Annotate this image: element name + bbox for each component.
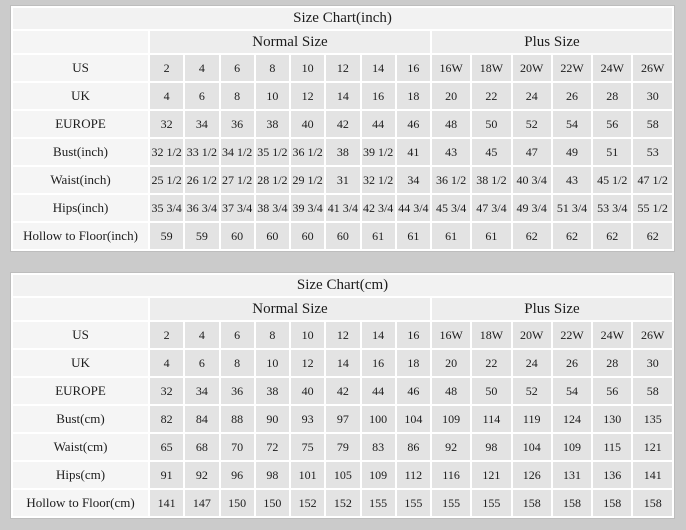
data-cell: 119 <box>512 405 552 433</box>
data-cell: 96 <box>220 461 255 489</box>
data-cell: 49 <box>552 138 592 166</box>
data-cell: 44 3/4 <box>396 194 431 222</box>
data-cell: 8 <box>220 82 255 110</box>
data-cell: 155 <box>396 489 431 517</box>
data-cell: 10 <box>290 54 325 82</box>
data-cell: 4 <box>184 321 219 349</box>
data-cell: 98 <box>471 433 511 461</box>
data-cell: 50 <box>471 377 511 405</box>
data-cell: 124 <box>552 405 592 433</box>
data-cell: 62 <box>552 222 592 250</box>
data-cell: 25 1/2 <box>149 166 184 194</box>
data-cell: 8 <box>220 349 255 377</box>
data-cell: 35 1/2 <box>255 138 290 166</box>
data-cell: 45 3/4 <box>431 194 471 222</box>
data-cell: 26W <box>632 54 673 82</box>
data-cell: 83 <box>361 433 396 461</box>
data-cell: 152 <box>325 489 360 517</box>
data-cell: 16 <box>396 54 431 82</box>
data-cell: 20 <box>431 349 471 377</box>
data-cell: 40 <box>290 110 325 138</box>
data-cell: 20W <box>512 54 552 82</box>
data-cell: 32 <box>149 110 184 138</box>
data-cell: 79 <box>325 433 360 461</box>
data-cell: 155 <box>361 489 396 517</box>
data-cell: 34 <box>396 166 431 194</box>
data-cell: 136 <box>592 461 632 489</box>
data-cell: 61 <box>361 222 396 250</box>
data-cell: 30 <box>632 82 673 110</box>
table-row <box>12 321 673 349</box>
table-row <box>12 222 673 250</box>
data-cell: 10 <box>290 321 325 349</box>
data-cell: 62 <box>512 222 552 250</box>
data-cell: 82 <box>149 405 184 433</box>
data-cell: 46 <box>396 110 431 138</box>
data-cell: 126 <box>512 461 552 489</box>
data-cell: 6 <box>220 321 255 349</box>
row-label: EUROPE <box>12 110 149 138</box>
data-cell: 44 <box>361 110 396 138</box>
data-cell: 152 <box>290 489 325 517</box>
title-row <box>12 7 673 30</box>
data-cell: 60 <box>255 222 290 250</box>
data-cell: 32 <box>149 377 184 405</box>
data-cell: 36 <box>220 110 255 138</box>
data-cell: 4 <box>184 54 219 82</box>
group-header-row <box>12 30 673 54</box>
data-cell: 60 <box>325 222 360 250</box>
data-cell: 68 <box>184 433 219 461</box>
data-cell: 112 <box>396 461 431 489</box>
data-cell: 141 <box>632 461 673 489</box>
data-cell: 34 <box>184 377 219 405</box>
data-cell: 97 <box>325 405 360 433</box>
data-cell: 38 1/2 <box>471 166 511 194</box>
data-cell: 75 <box>290 433 325 461</box>
table-row <box>12 377 673 405</box>
data-cell: 32 1/2 <box>149 138 184 166</box>
data-cell: 2 <box>149 54 184 82</box>
data-cell: 92 <box>184 461 219 489</box>
data-cell: 48 <box>431 377 471 405</box>
data-cell: 48 <box>431 110 471 138</box>
row-label: Hollow to Floor(inch) <box>12 222 149 250</box>
data-cell: 49 3/4 <box>512 194 552 222</box>
data-cell: 109 <box>361 461 396 489</box>
data-cell: 26W <box>632 321 673 349</box>
data-cell: 54 <box>552 377 592 405</box>
data-cell: 18 <box>396 82 431 110</box>
group-header-row <box>12 297 673 321</box>
data-cell: 109 <box>552 433 592 461</box>
data-cell: 22W <box>552 321 592 349</box>
data-cell: 104 <box>512 433 552 461</box>
row-label: US <box>12 54 149 82</box>
row-label: Bust(cm) <box>12 405 149 433</box>
table-row <box>12 489 673 517</box>
data-cell: 84 <box>184 405 219 433</box>
data-cell: 8 <box>255 321 290 349</box>
size-chart-inch-card <box>10 5 675 252</box>
data-cell: 2 <box>149 321 184 349</box>
data-cell: 86 <box>396 433 431 461</box>
data-cell: 39 1/2 <box>361 138 396 166</box>
row-label: Bust(inch) <box>12 138 149 166</box>
corner-cell <box>12 297 149 321</box>
data-cell: 62 <box>592 222 632 250</box>
data-cell: 60 <box>220 222 255 250</box>
data-cell: 55 1/2 <box>632 194 673 222</box>
data-cell: 38 3/4 <box>255 194 290 222</box>
corner-cell <box>12 30 149 54</box>
table-row <box>12 405 673 433</box>
data-cell: 158 <box>512 489 552 517</box>
data-cell: 150 <box>220 489 255 517</box>
data-cell: 61 <box>471 222 511 250</box>
data-cell: 92 <box>431 433 471 461</box>
data-cell: 115 <box>592 433 632 461</box>
data-cell: 10 <box>255 349 290 377</box>
data-cell: 62 <box>632 222 673 250</box>
data-cell: 56 <box>592 110 632 138</box>
data-cell: 90 <box>255 405 290 433</box>
data-cell: 29 1/2 <box>290 166 325 194</box>
table-title: Size Chart(cm) <box>12 274 673 297</box>
data-cell: 101 <box>290 461 325 489</box>
data-cell: 158 <box>592 489 632 517</box>
data-cell: 6 <box>184 82 219 110</box>
data-cell: 26 <box>552 349 592 377</box>
data-cell: 28 1/2 <box>255 166 290 194</box>
row-label: Hips(cm) <box>12 461 149 489</box>
table-row <box>12 82 673 110</box>
data-cell: 47 <box>512 138 552 166</box>
data-cell: 45 1/2 <box>592 166 632 194</box>
data-cell: 52 <box>512 110 552 138</box>
data-cell: 88 <box>220 405 255 433</box>
data-cell: 60 <box>290 222 325 250</box>
table-row <box>12 138 673 166</box>
data-cell: 58 <box>632 110 673 138</box>
data-cell: 40 3/4 <box>512 166 552 194</box>
data-cell: 150 <box>255 489 290 517</box>
data-cell: 28 <box>592 82 632 110</box>
data-cell: 24W <box>592 321 632 349</box>
data-cell: 36 1/2 <box>431 166 471 194</box>
data-cell: 43 <box>431 138 471 166</box>
data-cell: 53 <box>632 138 673 166</box>
row-label: Waist(inch) <box>12 166 149 194</box>
data-cell: 41 <box>396 138 431 166</box>
data-cell: 43 <box>552 166 592 194</box>
data-cell: 16W <box>431 321 471 349</box>
title-row <box>12 274 673 297</box>
data-cell: 155 <box>431 489 471 517</box>
data-cell: 47 3/4 <box>471 194 511 222</box>
data-cell: 4 <box>149 82 184 110</box>
table-row <box>12 349 673 377</box>
data-cell: 100 <box>361 405 396 433</box>
data-cell: 158 <box>552 489 592 517</box>
data-cell: 10 <box>255 82 290 110</box>
data-cell: 12 <box>325 321 360 349</box>
data-cell: 14 <box>361 321 396 349</box>
data-cell: 33 1/2 <box>184 138 219 166</box>
size-chart-inch-table <box>11 6 674 251</box>
row-label: Waist(cm) <box>12 433 149 461</box>
data-cell: 135 <box>632 405 673 433</box>
data-cell: 14 <box>361 54 396 82</box>
data-cell: 16 <box>396 321 431 349</box>
table-row <box>12 461 673 489</box>
data-cell: 61 <box>396 222 431 250</box>
data-cell: 18 <box>396 349 431 377</box>
size-chart-cm-card <box>10 272 675 519</box>
data-cell: 36 1/2 <box>290 138 325 166</box>
data-cell: 14 <box>325 349 360 377</box>
data-cell: 24W <box>592 54 632 82</box>
data-cell: 18W <box>471 54 511 82</box>
data-cell: 22W <box>552 54 592 82</box>
group-header-normal: Normal Size <box>149 297 431 321</box>
data-cell: 8 <box>255 54 290 82</box>
data-cell: 16 <box>361 349 396 377</box>
data-cell: 114 <box>471 405 511 433</box>
data-cell: 58 <box>632 377 673 405</box>
data-cell: 104 <box>396 405 431 433</box>
data-cell: 36 <box>220 377 255 405</box>
data-cell: 147 <box>184 489 219 517</box>
data-cell: 6 <box>220 54 255 82</box>
data-cell: 26 1/2 <box>184 166 219 194</box>
row-label: UK <box>12 82 149 110</box>
group-header-plus: Plus Size <box>431 30 673 54</box>
row-label: UK <box>12 349 149 377</box>
group-header-normal: Normal Size <box>149 30 431 54</box>
data-cell: 18W <box>471 321 511 349</box>
data-cell: 72 <box>255 433 290 461</box>
data-cell: 36 3/4 <box>184 194 219 222</box>
data-cell: 34 <box>184 110 219 138</box>
data-cell: 141 <box>149 489 184 517</box>
data-cell: 70 <box>220 433 255 461</box>
data-cell: 12 <box>290 82 325 110</box>
table-row <box>12 166 673 194</box>
size-chart-cm-table <box>11 273 674 518</box>
data-cell: 158 <box>632 489 673 517</box>
data-cell: 16 <box>361 82 396 110</box>
data-cell: 24 <box>512 349 552 377</box>
data-cell: 16W <box>431 54 471 82</box>
row-label: US <box>12 321 149 349</box>
data-cell: 51 3/4 <box>552 194 592 222</box>
data-cell: 35 3/4 <box>149 194 184 222</box>
data-cell: 37 3/4 <box>220 194 255 222</box>
row-label: Hips(inch) <box>12 194 149 222</box>
data-cell: 41 3/4 <box>325 194 360 222</box>
data-cell: 51 <box>592 138 632 166</box>
data-cell: 6 <box>184 349 219 377</box>
data-cell: 52 <box>512 377 552 405</box>
data-cell: 131 <box>552 461 592 489</box>
data-cell: 98 <box>255 461 290 489</box>
data-cell: 155 <box>471 489 511 517</box>
data-cell: 14 <box>325 82 360 110</box>
data-cell: 54 <box>552 110 592 138</box>
data-cell: 130 <box>592 405 632 433</box>
data-cell: 53 3/4 <box>592 194 632 222</box>
data-cell: 39 3/4 <box>290 194 325 222</box>
data-cell: 42 <box>325 110 360 138</box>
data-cell: 121 <box>632 433 673 461</box>
table-row <box>12 194 673 222</box>
table-row <box>12 54 673 82</box>
data-cell: 38 <box>325 138 360 166</box>
data-cell: 109 <box>431 405 471 433</box>
data-cell: 34 1/2 <box>220 138 255 166</box>
data-cell: 22 <box>471 82 511 110</box>
data-cell: 121 <box>471 461 511 489</box>
data-cell: 38 <box>255 110 290 138</box>
row-label: EUROPE <box>12 377 149 405</box>
data-cell: 45 <box>471 138 511 166</box>
data-cell: 24 <box>512 82 552 110</box>
data-cell: 38 <box>255 377 290 405</box>
data-cell: 91 <box>149 461 184 489</box>
data-cell: 47 1/2 <box>632 166 673 194</box>
data-cell: 116 <box>431 461 471 489</box>
table-row <box>12 110 673 138</box>
data-cell: 12 <box>325 54 360 82</box>
data-cell: 31 <box>325 166 360 194</box>
data-cell: 59 <box>184 222 219 250</box>
data-cell: 12 <box>290 349 325 377</box>
data-cell: 20W <box>512 321 552 349</box>
data-cell: 32 1/2 <box>361 166 396 194</box>
data-cell: 65 <box>149 433 184 461</box>
data-cell: 20 <box>431 82 471 110</box>
group-header-plus: Plus Size <box>431 297 673 321</box>
data-cell: 26 <box>552 82 592 110</box>
data-cell: 105 <box>325 461 360 489</box>
data-cell: 42 3/4 <box>361 194 396 222</box>
data-cell: 93 <box>290 405 325 433</box>
data-cell: 56 <box>592 377 632 405</box>
data-cell: 42 <box>325 377 360 405</box>
data-cell: 4 <box>149 349 184 377</box>
data-cell: 22 <box>471 349 511 377</box>
row-label: Hollow to Floor(cm) <box>12 489 149 517</box>
data-cell: 61 <box>431 222 471 250</box>
table-row <box>12 433 673 461</box>
data-cell: 40 <box>290 377 325 405</box>
data-cell: 30 <box>632 349 673 377</box>
table-title: Size Chart(inch) <box>12 7 673 30</box>
data-cell: 27 1/2 <box>220 166 255 194</box>
data-cell: 28 <box>592 349 632 377</box>
data-cell: 46 <box>396 377 431 405</box>
data-cell: 44 <box>361 377 396 405</box>
data-cell: 50 <box>471 110 511 138</box>
data-cell: 59 <box>149 222 184 250</box>
